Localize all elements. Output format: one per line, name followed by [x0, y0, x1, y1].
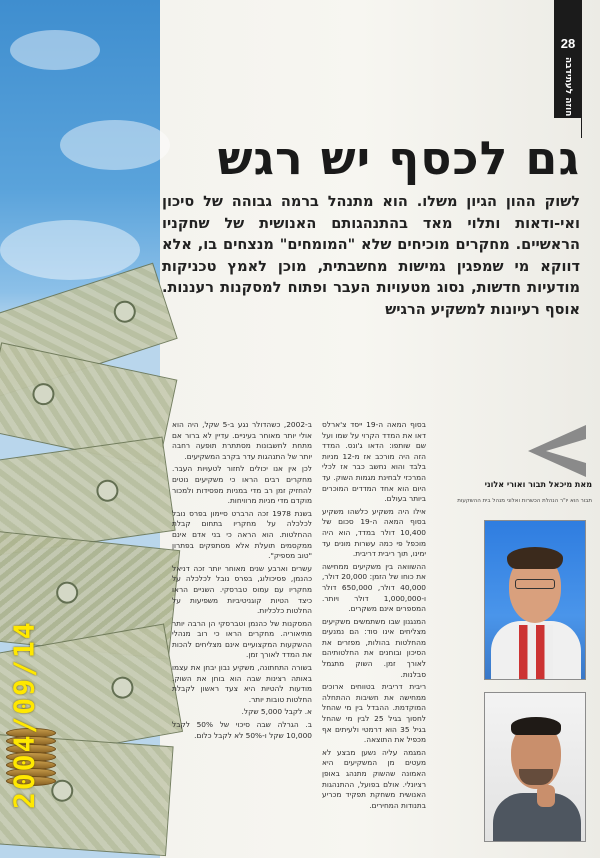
paragraph: ב. הגרלה שבה סיכוי של 50% לקבל 10,000 שקל ו-50% לא לקבל כלום.	[172, 720, 312, 740]
paragraph: ב-2002, כשהדולר נגע ב-5 שקל, היה הוא אולי יותר מאוחר בעיניים. עדיין לא ברור אם מתחת לחשבונות מסתתרת תופעה רחבה יותר של התנהגות עדר בקרב המשקיעים.	[172, 420, 312, 461]
article-column-right	[322, 420, 426, 850]
article-byline: מאת מיכאל תבור ואורי אלוני	[484, 480, 592, 489]
paragraph: המגמה עליה נשען מבצע לא מעטים מן המשקיעים היא האמונה שהשוק מתנהג באופן רציונלי. אולם בפועל, ההתנהגות האנושית משחקת תפקיד מכריע בתנודות המחירים.	[322, 747, 426, 810]
paragraph: ריבית דריבית בטווחים ארוכים ממחישה את חשיבות ההתחלה המוקדמת. ההבדל בין מי שהחל לחסוך בגיל 25 לבין מי שהחל בגיל 35 הוא דרמטי ולעיתים אף מכפיל את התוצאה.	[322, 682, 426, 745]
article-headline: גם לכסף יש רגש	[217, 131, 580, 185]
paragraph: עשרים וארבע שנים מאוחר יותר זכה דניאל כהנמן, פסיכולוג, בפרס נובל לכלכלה על מחקריו עם עמוס טברסקי. השניים הראו כיצד הטיות קוגניטיביות משפיעות על החלטות כלכליות.	[172, 563, 312, 616]
paragraph: המסקנות של כהנמן וטברסקי הן הרבה יותר מתיאוריה. מחקרים הראו כי רוב מנהלי ההשקעות המקצועיים אינם מצליחים להכות את המדד לאורך זמן.	[172, 618, 312, 660]
author-description: תבור הוא יו"ר הנהלת הכשרות ואלוני מנהל בית ההשקעות	[457, 498, 592, 504]
paragraph: אילו היה משקיע כלשהו משקיע בסוף המאה ה-19 סכום של 10,400 דולר במדד, הוא היה מוכפל פי כמה עשרות מונים עד ימינו, תוך ריבית דריבית.	[322, 506, 426, 559]
author-photo-aloni	[484, 692, 586, 842]
money-photo	[0, 0, 160, 858]
page-number: 28	[560, 36, 576, 51]
chevron-graphic	[528, 425, 586, 477]
paragraph: המנגנון שבו משתמשים משקיעים מצליחים אינו סוד: הם נמנעים מהחלטות בהולות, מפזרים את הסיכון ובוחנים את החלטותיהם לאורך זמן. השוק מתגמל סבלנות.	[322, 616, 426, 679]
page-tab	[554, 0, 582, 118]
author-photo-tabor	[484, 520, 586, 680]
paragraph: ההשוואה בין משקיעים ממחישה את כוחו של הזמן: 20,000 דולר, 40,000 דולר, 650,000 דולר ו-1,000,000 דולר ויותר. המספרים אינם משקרים.	[322, 561, 426, 614]
article-column-left	[172, 420, 312, 850]
paragraph: בשורה התחתונה, משקיע נבון יבחן את עצמו באותה רצינות שבה הוא בוחן את השוק. מודעות להטיות היא צעד ראשון לקבלת החלטות טובות יותר.	[172, 663, 312, 704]
paragraph: בשנת 1978 זכה הרברט סיימון בפרס נובל לכלכלה על מחקריו בתחום קבלת ההחלטות. הוא הראה כי בני אדם אינם ממקסמים תועלת אלא מסתפקים בפתרון "טוב מספיק".	[172, 508, 312, 561]
photo-date-stamp: 2004/09/14	[7, 620, 41, 810]
section-name: חוזה לעתידבה	[563, 57, 573, 117]
tab-divider	[581, 118, 582, 138]
paragraph: א. לקבל 5,000 שקל.	[241, 707, 312, 717]
paragraph: בסוף המאה ה-19 ייסד צ'ארלס דאו את המדד הקרוי על שמו ועל שם שותפו: הדאו ג'ונס. המדד הזה היה מורכב אז מ-12 מניות בלבד והוא נחשב כבר אז לכלי המרכזי לבחינת מגמות השוק. עד היום הוא אחד המדדים המוכרים ביותר בעולם.	[322, 420, 426, 504]
paragraph: לכן אין אנו יכולים לחזור לטעויות העבר. מחקרים רבים הראו כי משקיעים נוטים להחזיק זמן רב מדי במניות מפסידות ולמכור מוקדם מדי מניות מרוויחות.	[172, 464, 312, 506]
article-lead: לשוק ההון הגיון משלו. הוא מתנהל ברמה גבוהה של סיכון ואי-ודאות ותלוי מאד בהתנהגותם האנושית של שחקניו הראשיים. מחקרים מוכיחים שלא "המומחים" מנצחים בו, אלא דווקא מי שמפגין גמישות מחשבתית, מוכן לאמץ טכניקות מודעיות חדשות, נסוג מטעויות העבר ופתוח למסקנות רעננות. אוסף רעיונות למשקיע הרגיש	[162, 194, 580, 318]
